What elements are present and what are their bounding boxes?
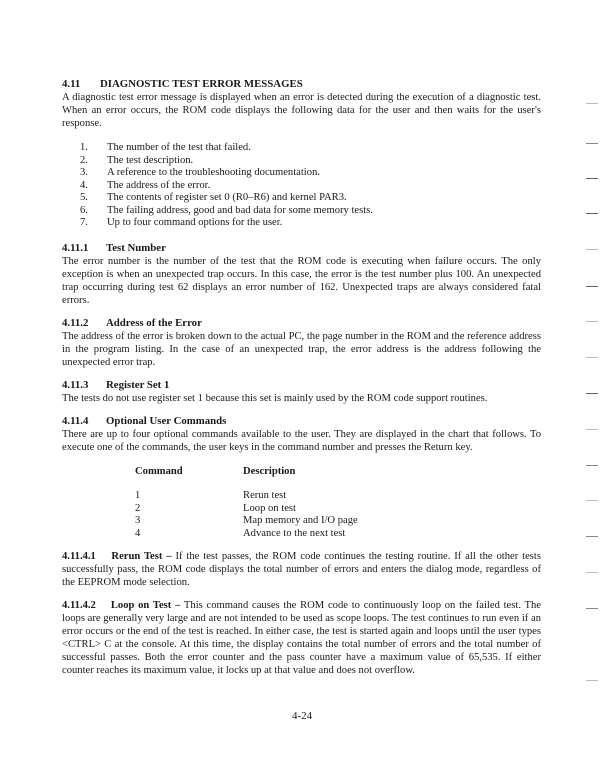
- list-text: Up to four command options for the user.: [107, 217, 283, 228]
- subsection-title: Register Set 1: [106, 378, 170, 391]
- page-number: 4-24: [292, 710, 313, 722]
- table-row: [135, 503, 541, 516]
- list-item: [80, 180, 541, 193]
- list-text: The address of the error.: [107, 179, 211, 191]
- subsection-number: 4.11.1: [62, 241, 89, 254]
- list-number: 3.: [80, 167, 88, 178]
- subsection-title: Test Number: [106, 241, 166, 254]
- header-description: Description: [243, 465, 296, 477]
- page-content: [62, 78, 541, 686]
- command-table: [135, 466, 541, 541]
- data-list: [80, 142, 541, 230]
- section-number: 4.11: [62, 78, 81, 90]
- list-item: [80, 167, 541, 180]
- margin-mark: [586, 103, 598, 104]
- cell-description: Loop on test: [243, 502, 296, 514]
- margin-mark: [586, 608, 598, 609]
- cell-description: Rerun test: [243, 490, 287, 501]
- table-row: [135, 490, 541, 503]
- section-title: DIAGNOSTIC TEST ERROR MESSAGES: [100, 78, 303, 90]
- margin-mark: [586, 393, 598, 394]
- cell-command: 2: [135, 502, 141, 514]
- list-text: A reference to the troubleshooting documentation.: [107, 167, 320, 178]
- section-4-11-4: [62, 415, 541, 454]
- list-item: [80, 142, 541, 155]
- list-number: 1.: [80, 142, 88, 153]
- subsection-heading: [62, 415, 541, 428]
- paragraph: There are up to four optional commands available to the user. They are displayed in the chart that follows. To execute one of the commands, the user keys in the command number and presses the Return key.: [62, 428, 541, 453]
- cell-description: Advance to the next test: [243, 527, 346, 539]
- section-heading: [62, 78, 541, 91]
- list-text: The failing address, good and bad data for some memory tests.: [107, 204, 373, 216]
- paragraph: The error number is the number of the test that the ROM code is executing when failure occurs. The only exception is when an unexpected trap occurs. In this case, the error is the test number plus 100. An unexpected trap occurring during test 62 displays an error number of 162. Unexpected traps are always considered fatal errors.: [62, 255, 541, 306]
- subsection-number: 4.11.4: [62, 414, 89, 427]
- paragraph: The tests do not use register set 1 because this set is mainly used by the ROM code support routines.: [62, 392, 488, 404]
- list-number: 5.: [80, 192, 88, 203]
- subsection-heading: [62, 317, 541, 330]
- margin-mark: [586, 572, 598, 573]
- paragraph-text: If the test passes, the ROM code continues the testing routine. If all the other tests successfully pass, the ROM code displays the total number of errors and enters the dialog mode, regardless of the EEPROM mode selection.: [62, 551, 541, 588]
- table-header: [135, 466, 541, 479]
- margin-mark: [586, 143, 598, 144]
- table-row: [135, 515, 541, 528]
- subsection-title: Rerun Test –: [111, 551, 172, 562]
- section-4-11-4-2: [62, 599, 541, 677]
- header-command: Command: [135, 465, 183, 477]
- list-text: The number of the test that failed.: [107, 142, 251, 153]
- section-4-11-2: [62, 317, 541, 369]
- cell-command: 1: [135, 490, 141, 501]
- subsection-number: 4.11.4.1: [62, 551, 96, 562]
- margin-mark: [586, 536, 598, 537]
- margin-mark: [586, 213, 598, 214]
- section-4-11-1: [62, 242, 541, 307]
- subsection-title: Optional User Commands: [106, 414, 227, 427]
- paragraph-text: This command causes the ROM code to continuously loop on the failed test. The loops are generally very large and are not intended to be used as scope loops. The test continues to run even if an error occurs or the end of the test is reached. In either case, the test is started again and loops until the user types <CTRL> C at the console. At this time, the display contains the total number of errors and the total number of successful passes. Both the error counter and the pass counter have a maximum value of 65,535. If either counter reaches its maximum value, it locks up at that value and does not overflow.: [62, 600, 541, 676]
- subsection-title: Address of the Error: [106, 316, 202, 329]
- intro-paragraph: A diagnostic test error message is displayed when an error is detected during the execution of a diagnostic test. When an error occurs, the ROM code displays the following data for the user and then waits for the user's response.: [62, 92, 541, 129]
- paragraph: [62, 550, 541, 589]
- margin-mark: [586, 465, 598, 466]
- margin-mark: [586, 429, 598, 430]
- list-number: 7.: [80, 217, 88, 228]
- margin-mark: [586, 500, 598, 501]
- list-text: The contents of register set 0 (R0–R6) and kernel PAR3.: [107, 192, 347, 203]
- list-item: [80, 217, 541, 230]
- list-number: 6.: [80, 204, 88, 216]
- subsection-number: 4.11.2: [62, 316, 89, 329]
- list-number: 2.: [80, 154, 88, 166]
- list-item: [80, 192, 541, 205]
- margin-mark: [586, 357, 598, 358]
- paragraph: The address of the error is broken down to the actual PC, the page number in the ROM and the reference address in the program listing. In the case of an unexpected trap, the error address is the address following the unexpected error trap.: [62, 330, 541, 368]
- margin-mark: [586, 249, 598, 250]
- list-item: [80, 155, 541, 168]
- subsection-number: 4.11.4.2: [62, 600, 96, 611]
- cell-description: Map memory and I/O page: [243, 515, 358, 526]
- table-row: [135, 528, 541, 541]
- section-4-11: [62, 78, 541, 130]
- cell-command: 4: [135, 527, 141, 539]
- margin-mark: [586, 178, 598, 179]
- list-number: 4.: [80, 179, 88, 191]
- section-4-11-4-1: [62, 550, 541, 589]
- subsection-heading: [62, 242, 541, 255]
- margin-mark: [586, 286, 598, 287]
- list-item: [80, 205, 541, 218]
- paragraph: [62, 599, 541, 677]
- subsection-title: Loop on Test –: [110, 600, 181, 611]
- section-4-11-3: [62, 379, 541, 405]
- margin-mark: [586, 680, 598, 681]
- cell-command: 3: [135, 515, 141, 526]
- subsection-heading: [62, 379, 541, 392]
- subsection-number: 4.11.3: [62, 378, 89, 391]
- list-text: The test description.: [107, 154, 194, 166]
- margin-mark: [586, 321, 598, 322]
